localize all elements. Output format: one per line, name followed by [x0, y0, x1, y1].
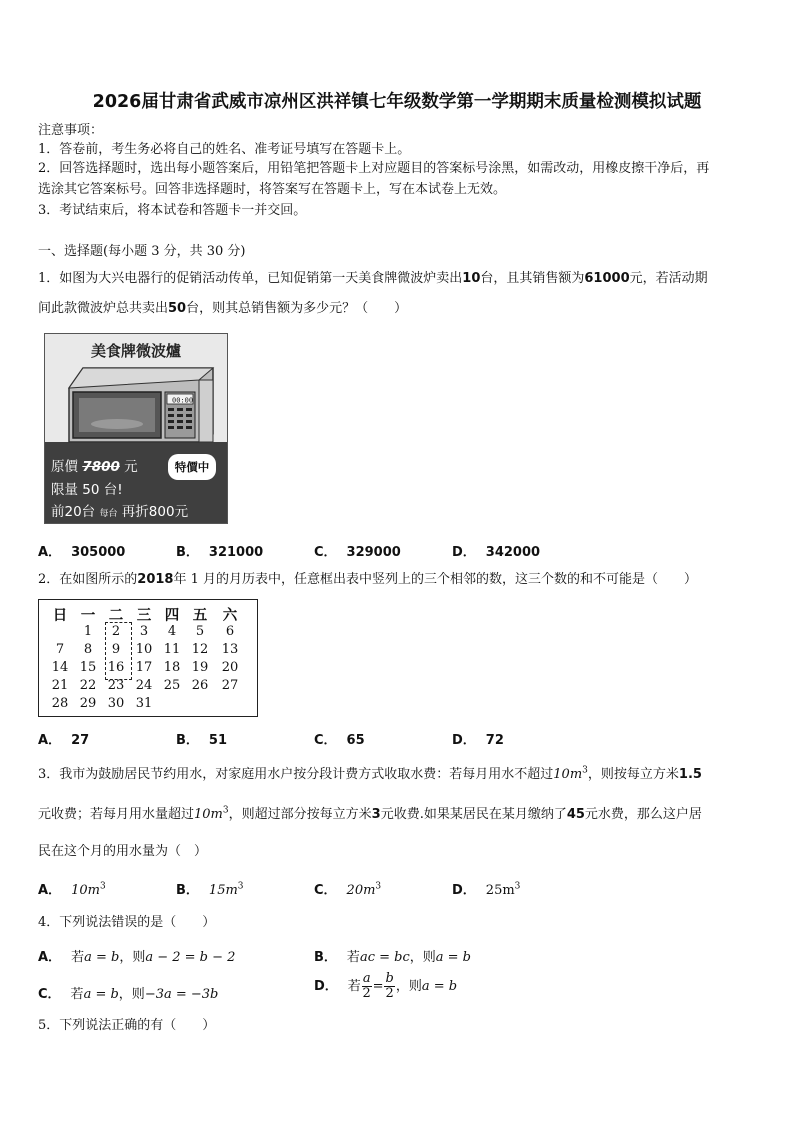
calendar-header-cell: 三	[136, 608, 152, 624]
ad-original-price: 原價 7800 元	[51, 459, 138, 475]
question-3-option-d[interactable]: D． $25m^3$	[452, 881, 521, 898]
calendar-day-cell: 8	[83, 642, 93, 657]
calendar-header-cell: 二	[108, 608, 124, 624]
calendar-day-cell: 17	[135, 660, 153, 675]
calendar-header-cell: 日	[52, 608, 68, 624]
question-2-option-d[interactable]: D． 72	[452, 733, 504, 748]
page-title: 2026届甘肃省武威市凉州区洪祥镇七年级数学第一学期期末质量检测模拟试题	[92, 92, 702, 112]
calendar-day-cell: 3	[139, 624, 149, 639]
ad-promo: 前20台 每台 再折800元	[51, 504, 189, 520]
notice-item-2: 2．回答选择题时，选出每小题答案后，用铅笔把答题卡上对应题目的答案标号涂黑，如需改动，用橡皮擦干净后，再	[38, 161, 710, 176]
calendar-day-cell: 28	[51, 696, 69, 711]
question-3-line-2: 元收费；若每月用水量超过$10m^3$，则超过部分按每立方米3元收费.如果某居民在某月缴纳了45元水费，那么这户居	[38, 805, 702, 822]
notice-item-2-cont: 选涂其它答案标号。回答非选择题时，将答案写在答题卡上，写在本试卷上无效。	[38, 182, 507, 197]
calendar-header-cell: 一	[80, 608, 96, 624]
question-3-line-1: 3．我市为鼓励居民节约用水，对家庭用水户按分段计费方式收取水费：若每月用水不超过$10m^3$，则按每立方米1.5	[38, 765, 702, 782]
calendar-day-cell: 12	[191, 642, 209, 657]
calendar-day-cell: 30	[107, 696, 125, 711]
question-4-option-a[interactable]: A． 若a = b，则a − 2 = b − 2	[38, 950, 236, 965]
calendar-day-cell: 21	[51, 678, 69, 693]
fraction-b-over-2: $\frac{b}{2}$	[385, 971, 394, 1001]
calendar-day-cell: 16	[107, 660, 125, 675]
calendar-day-cell: 19	[191, 660, 209, 675]
question-5-text: 5．下列说法正确的有（ ）	[38, 1018, 216, 1033]
question-1-option-a[interactable]: A． 305000	[38, 545, 126, 560]
question-1-option-d[interactable]: D． 342000	[452, 545, 541, 560]
notice-item-3: 3．考试结束后，将本试卷和答题卡一并交回。	[38, 203, 307, 218]
question-1-line-1: 1．如图为大兴电器行的促销活动传单，已知促销第一天美食牌微波炉卖出10台，且其销售额为61000元，若活动期	[38, 271, 708, 286]
question-1-line-2: 间此款微波炉总共卖出50台，则其总销售额为多少元？（ ）	[38, 301, 408, 316]
calendar-day-cell: 9	[111, 642, 121, 657]
question-4-option-b[interactable]: B． 若ac = bc，则a = b	[314, 950, 471, 965]
calendar-day-cell: 24	[135, 678, 153, 693]
question-2-text: 2．在如图所示的2018年 1 月的月历表中，任意框出表中竖列上的三个相邻的数，这三个数的和不可能是（ ）	[38, 572, 698, 587]
ad-limit: 限量 50 台!	[51, 482, 123, 498]
question-1-option-b[interactable]: B． 321000	[176, 545, 264, 560]
calendar-table	[38, 599, 258, 717]
calendar-day-cell: 14	[51, 660, 69, 675]
calendar-day-cell: 31	[135, 696, 153, 711]
microwave-ad-image	[44, 333, 228, 524]
question-4-option-c[interactable]: C． 若a = b，则−3a = −3b	[38, 987, 219, 1002]
calendar-day-cell: 15	[79, 660, 97, 675]
calendar-header-cell: 四	[164, 608, 180, 624]
calendar-day-cell: 23	[107, 678, 125, 693]
calendar-day-cell: 10	[135, 642, 153, 657]
calendar-day-cell: 22	[79, 678, 97, 693]
microwave-display: 00:00	[172, 396, 194, 405]
question-2-option-b[interactable]: B． 51	[176, 733, 228, 748]
fraction-a-over-2: $\frac{a}{2}$	[362, 971, 371, 1001]
question-2-option-a[interactable]: A． 27	[38, 733, 90, 748]
calendar-day-cell: 25	[163, 678, 181, 693]
calendar-day-cell: 2	[111, 624, 121, 639]
question-3-option-a[interactable]: A． $10m^3$	[38, 881, 106, 898]
calendar-day-cell: 13	[221, 642, 239, 657]
question-4-text: 4．下列说法错误的是（ ）	[38, 915, 216, 930]
calendar-header-cell: 五	[192, 608, 208, 624]
calendar-day-cell: 11	[163, 642, 181, 657]
calendar-day-cell: 6	[225, 624, 235, 639]
calendar-day-cell: 4	[167, 624, 177, 639]
calendar-header-cell: 六	[222, 608, 238, 624]
notice-item-1: 1．答卷前，考生务必将自己的姓名、准考证号填写在答题卡上。	[38, 142, 411, 157]
calendar-day-cell: 27	[221, 678, 239, 693]
question-1-option-c[interactable]: C． 329000	[314, 545, 401, 560]
question-3-option-c[interactable]: C． $20m^3$	[314, 881, 382, 898]
microwave-icon	[63, 364, 219, 446]
calendar-day-cell: 1	[83, 624, 93, 639]
ad-heading: 美食牌微波爐	[90, 342, 181, 360]
calendar-day-cell: 20	[221, 660, 239, 675]
ad-sale-badge: 特價中	[168, 454, 216, 480]
question-3-line-3: 民在这个月的用水量为（ ）	[38, 844, 208, 859]
calendar-day-cell: 7	[55, 642, 65, 657]
section-heading: 一、选择题(每小题 3 分，共 30 分)	[38, 244, 246, 259]
calendar-day-cell: 29	[79, 696, 97, 711]
calendar-day-cell: 18	[163, 660, 181, 675]
question-4-option-d[interactable]: D． 若 $\frac{a}{2}$ = $\frac{b}{2}$ ，则a = b	[314, 971, 458, 1001]
calendar-day-cell: 26	[191, 678, 209, 693]
notice-heading: 注意事项：	[38, 123, 104, 138]
calendar-day-cell: 5	[195, 624, 205, 639]
question-2-option-c[interactable]: C． 65	[314, 733, 365, 748]
question-3-option-b[interactable]: B． $15m^3$	[176, 881, 244, 898]
